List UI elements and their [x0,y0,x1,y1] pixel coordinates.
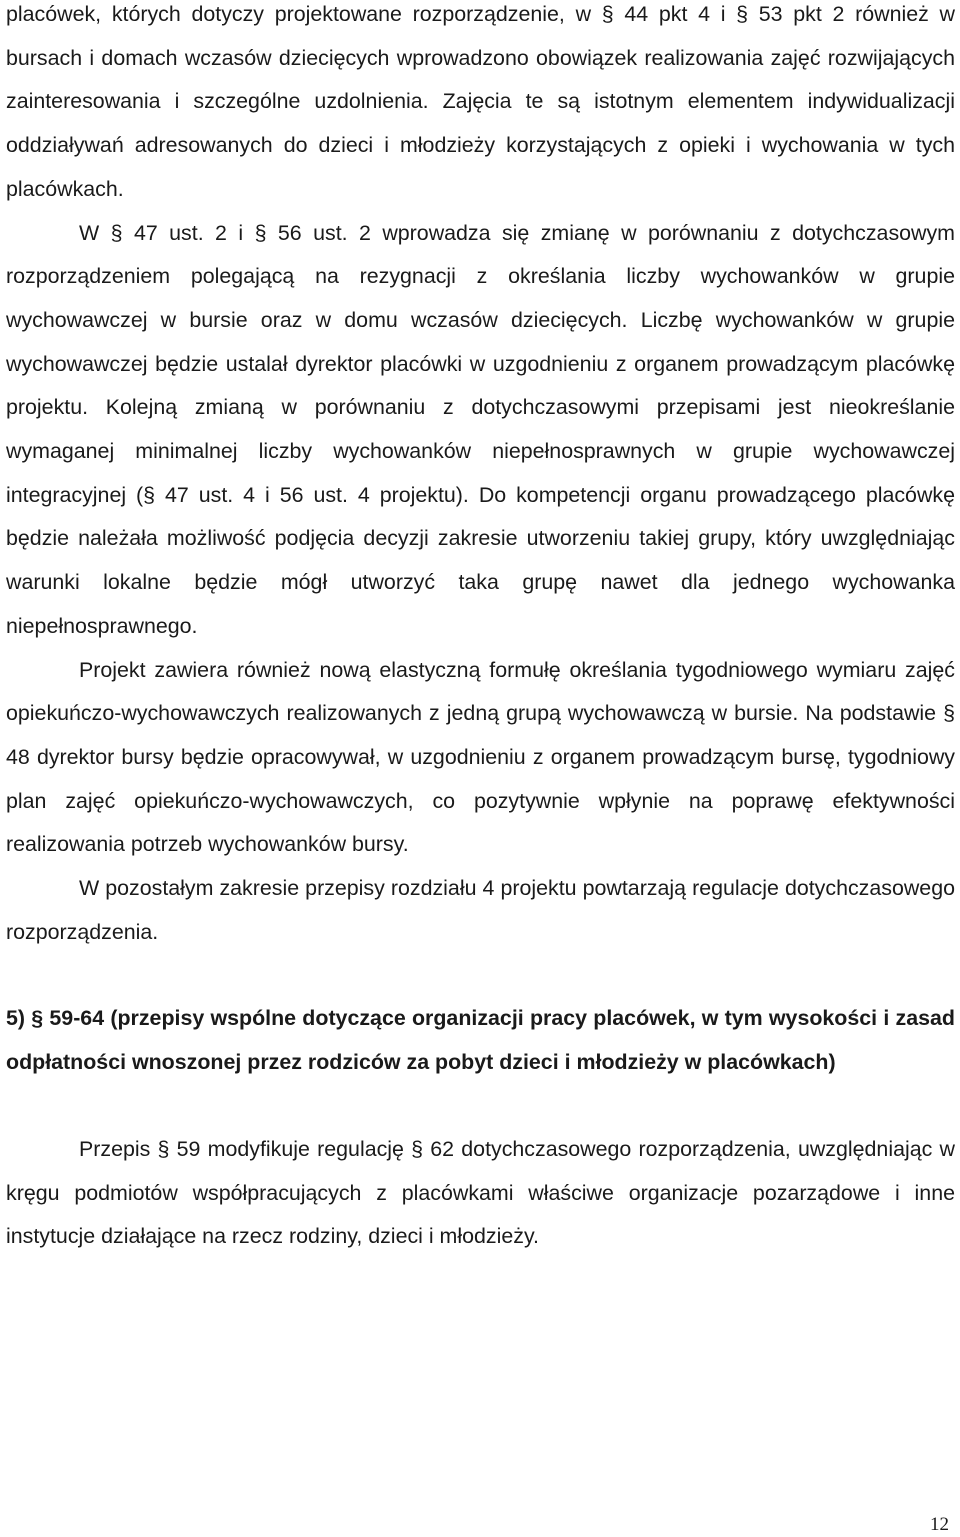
page-number: 12 [930,1514,949,1535]
paragraph-continuation: placówek, których dotyczy projektowane rozporządzenie, w § 44 pkt 4 i § 53 pkt 2 również w bursach i domach wczasów dziecięcych wprowadzono obowiązek realizowania zajęć rozwijających zainteresowania i szczególne uzdolnienia. Zajęcia te są istotnym elementem indywidualizacji oddziaływań adresowanych do dzieci i młodzieży korzystających z opieki i wychowania w tych placówkach. [6,2,955,201]
document-page [6,0,955,1259]
paragraph-cooperation: Przepis § 59 modyfikuje regulację § 62 dotychczasowego rozporządzenia, uwzględniając w kręgu podmiotów współpracujących z placówkami właściwe organizacje pozarządowe i inne instytucje działające na rzecz rodziny, dzieci i młodzieży. [6,1136,955,1249]
section-heading: 5) § 59-64 (przepisy wspólne dotyczące organizacji pracy placówek, w tym wysokości i zasad odpłatności wnoszonej przez rodziców za pobyt dzieci i młodzieży w placówkach) [6,1006,955,1075]
paragraph-weekly-hours: Projekt zawiera również nową elastyczną formułę określania tygodniowego wymiaru zajęć opiekuńczo-wychowawczych realizowanych z jedną grupą wychowawczą w bursie. Na podstawie § 48 dyrektor bursy będzie opracowywał, w uzgodnieniu z organem prowadzącym bursę, tygodniowy plan zajęć opiekuńczo-wychowawczych, co pozytywnie wpłynie na poprawę efektywności realizowania potrzeb wychowanków bursy. [6,657,955,857]
paragraph-remaining-provisions: W pozostałym zakresie przepisy rozdziału 4 projektu powtarzają regulacje dotychczasowego rozporządzenia. [6,876,955,944]
paragraph-group-size-changes: W § 47 ust. 2 i § 56 ust. 2 wprowadza się zmianę w porównaniu z dotychczasowym rozporządzeniem polegającą na rezygnacji z określania liczby wychowanków w grupie wychowawczej w bursie oraz w domu wczasów dziecięcych. Liczbę wychowanków w grupie wychowawczej będzie ustalał dyrektor placówki w uzgodnieniu z organem prowadzącym placówkę projektu. Kolejną zmianą w porównaniu z dotychczasowymi przepisami jest nieokreślanie wymaganej minimalnej liczby wychowanków niepełnosprawnych w grupie wychowawczej integracyjnej (§ 47 ust. 4 i 56 ust. 4 projektu). Do kompetencji organu prowadzącego placówkę będzie należała możliwość podjęcia decyzji zakresie utworzeniu takiej grupy, który uwzględniając warunki lokalne będzie mógł utworzyć taka grupę nawet dla jednego wychowanka niepełnosprawnego. [6,220,955,638]
